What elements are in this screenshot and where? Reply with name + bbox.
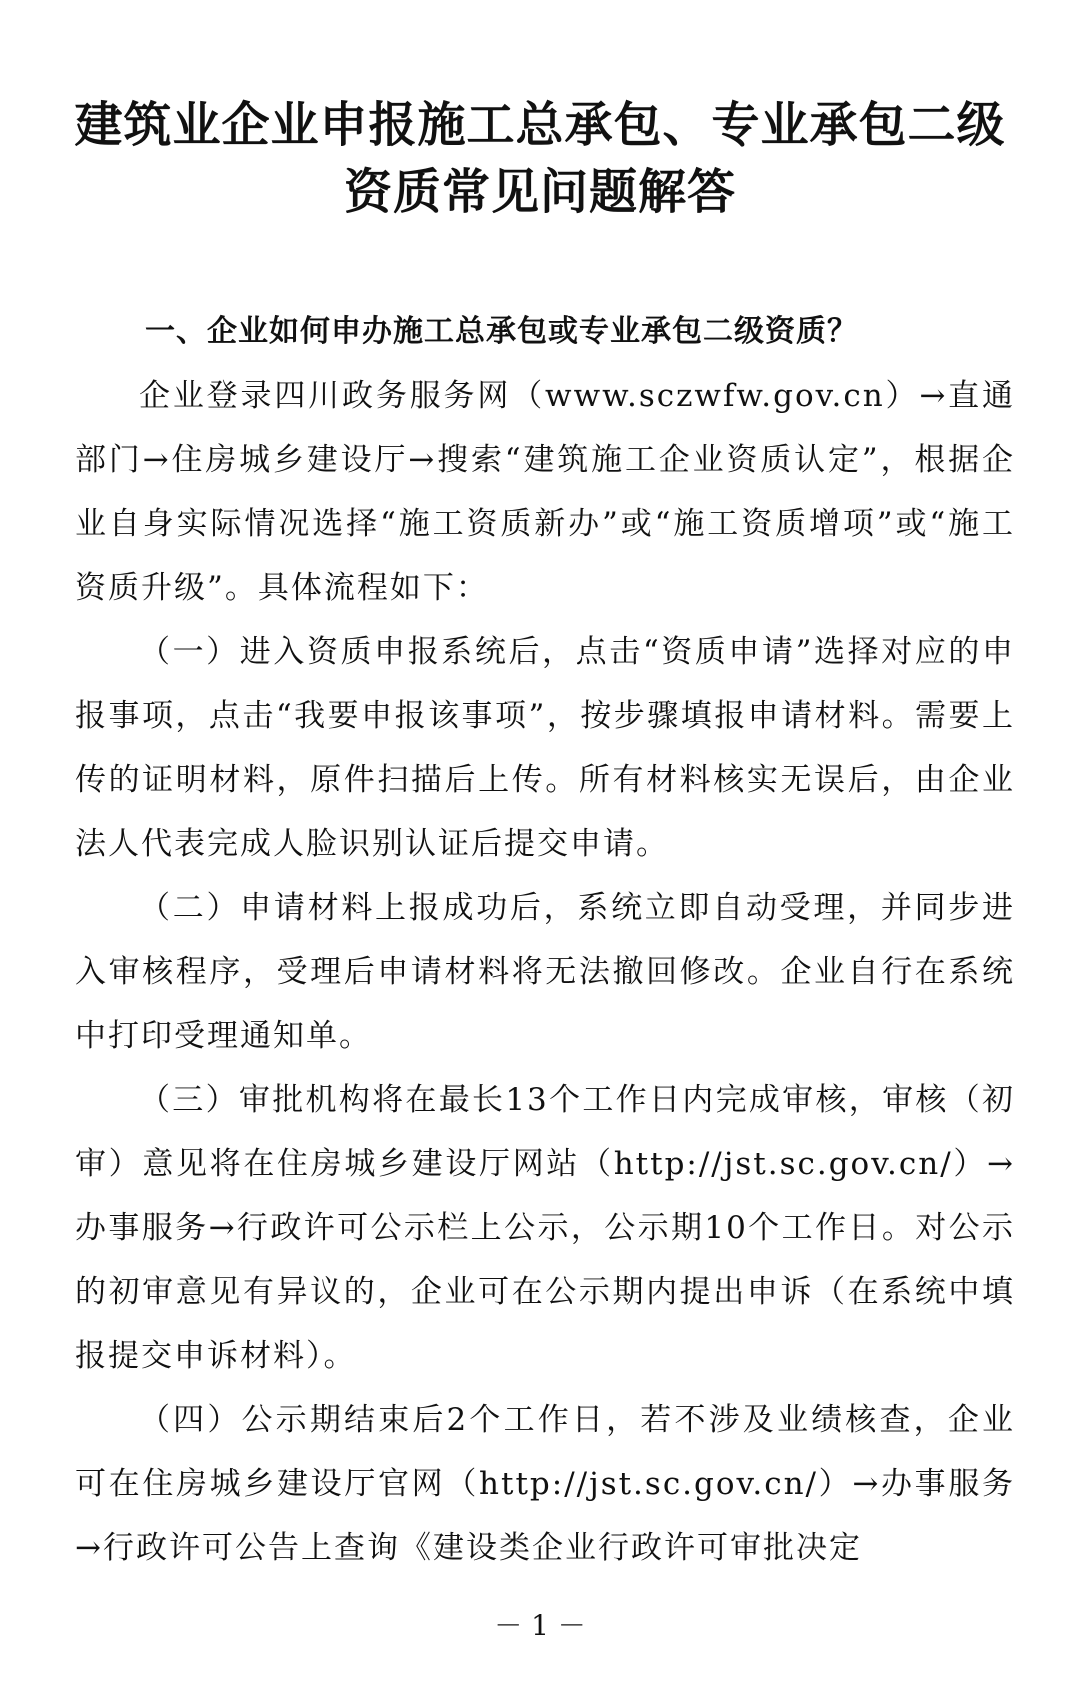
document-body [75,300,1015,1580]
intro-paragraph: 企业登录四川政务服务网（www.sczwfw.gov.cn）→直通部门→住房城乡建设厅→搜索“建筑施工企业资质认定”，根据企业自身实际情况选择“施工资质新办”或“施工资质增项”或“施工资质升级”。具体流程如下： [75,378,1015,606]
step-2-paragraph: （二）申请材料上报成功后，系统立即自动受理，并同步进入审核程序，受理后申请材料将无法撤回修改。企业自行在系统中打印受理通知单。 [75,890,1015,1054]
document-title-line-2: 资质常见问题解答 [343,164,736,220]
section-heading: 一、企业如何申办施工总承包或专业承包二级资质？ [145,314,858,349]
page-number: － 1 － [494,1609,586,1642]
document-title-line-1: 建筑业企业申报施工总承包、专业承包二级 [74,97,1006,153]
step-4-paragraph: （四）公示期结束后2个工作日，若不涉及业绩核查，企业可在住房城乡建设厅官网（http://jst.sc.gov.cn/）→办事服务→行政许可公告上查询《建设类企业行政许可审批决定 [75,1402,1015,1566]
step-1-paragraph: （一）进入资质申报系统后，点击“资质申请”选择对应的申报事项，点击“我要申报该事项”，按步骤填报申请材料。需要上传的证明材料，原件扫描后上传。所有材料核实无误后，由企业法人代表完成人脸识别认证后提交申请。 [75,634,1015,862]
step-3-paragraph: （三）审批机构将在最长13个工作日内完成审核，审核（初审）意见将在住房城乡建设厅网站（http://jst.sc.gov.cn/）→办事服务→行政许可公示栏上公示，公示期10个工作日。对公示的初审意见有异议的，企业可在公示期内提出申诉（在系统中填报提交申诉材料）。 [75,1082,1015,1374]
